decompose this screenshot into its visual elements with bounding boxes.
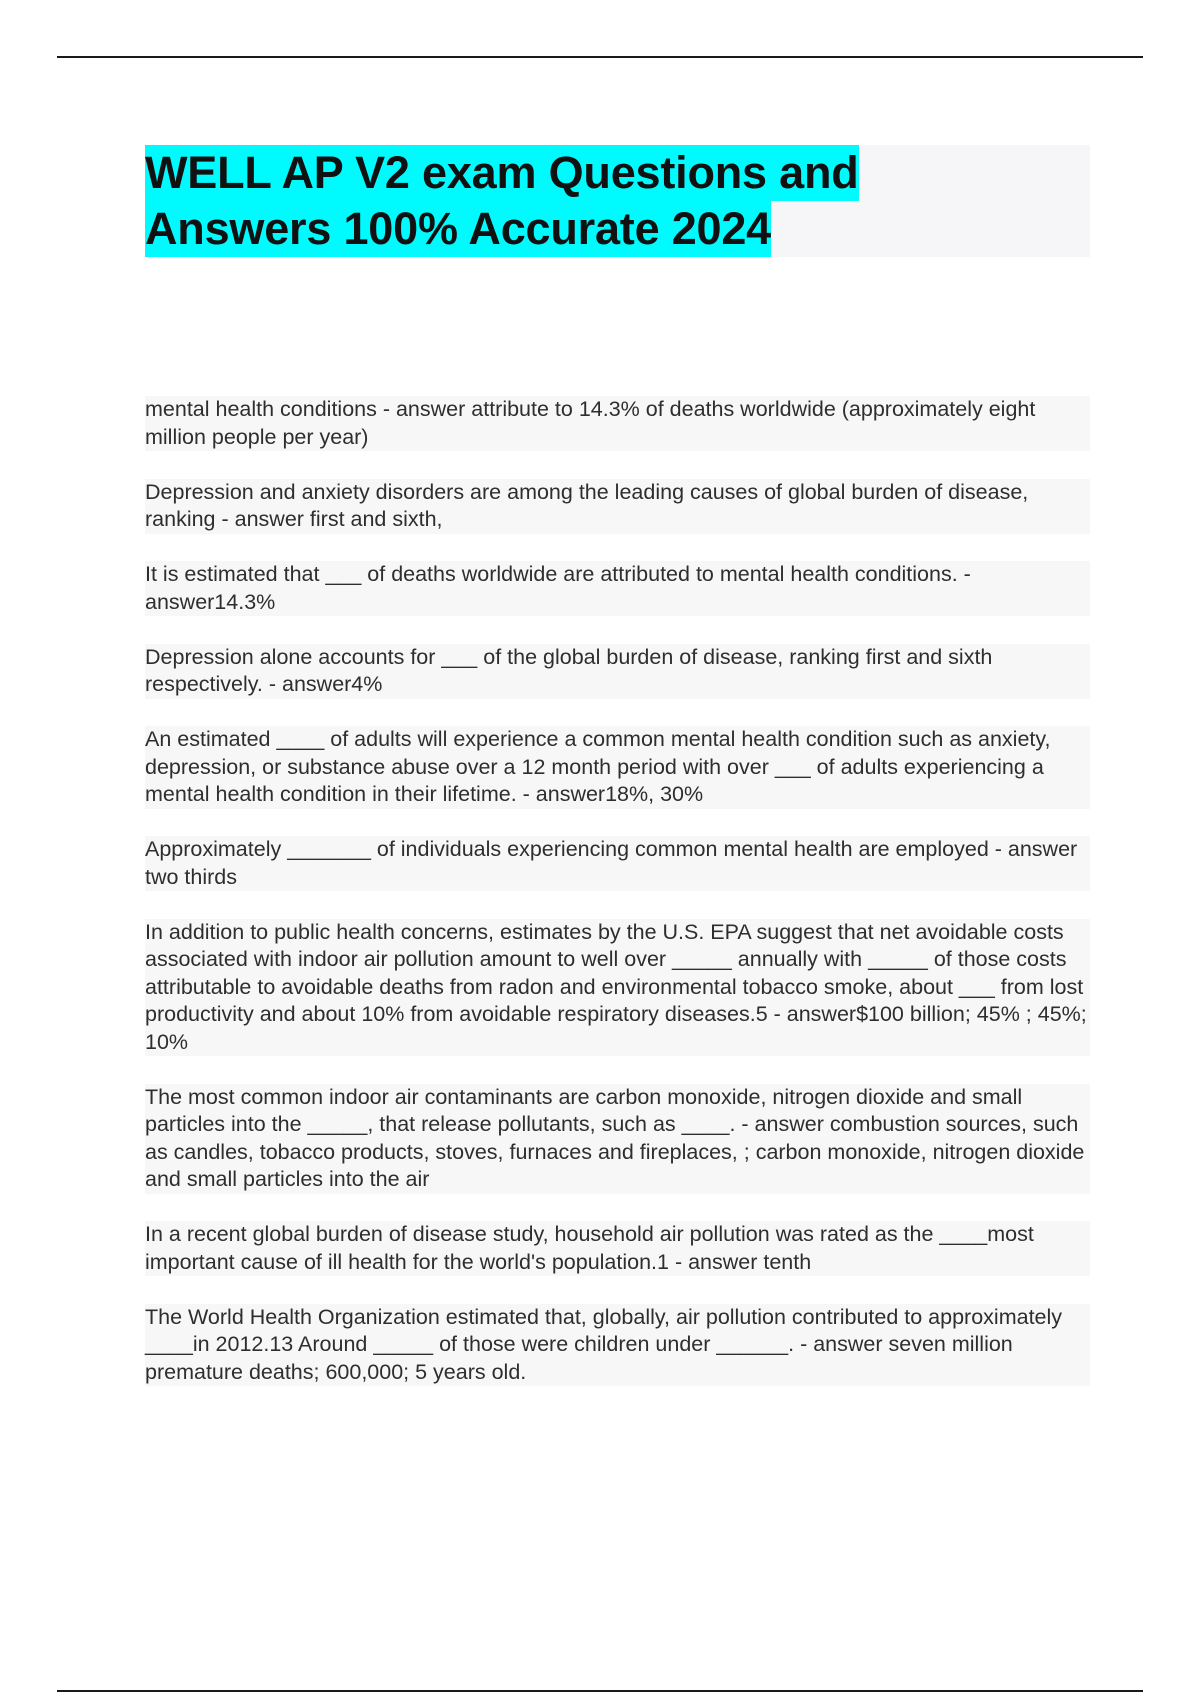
qa-item: The World Health Organization estimated that, globally, air pollution contributed to approximately ____in 2012.13 Around _____ of those were children under ______. - answer seven million premature deaths; 600,000; 5 years old. [145,1304,1090,1387]
title-block [145,145,1090,257]
qa-item: An estimated ____ of adults will experience a common mental health condition such as anxiety, depression, or substance abuse over a 12 month period with over ___ of adults experiencing a mental health condition in their lifetime. - answer18%, 30% [145,726,1090,809]
document-title-line-2: Answers 100% Accurate 2024 [145,201,771,257]
qa-list [145,396,1090,1414]
document-title-line-1: WELL AP V2 exam Questions and [145,145,859,201]
qa-item: Approximately _______ of individuals experiencing common mental health are employed - answer two thirds [145,836,1090,891]
bottom-rule [57,1690,1143,1692]
top-rule [57,56,1143,58]
qa-item: It is estimated that ___ of deaths worldwide are attributed to mental health conditions. - answer14.3% [145,561,1090,616]
qa-item: Depression and anxiety disorders are among the leading causes of global burden of disease, ranking - answer first and sixth, [145,479,1090,534]
document-title [145,145,1090,257]
qa-item: mental health conditions - answer attribute to 14.3% of deaths worldwide (approximately eight million people per year) [145,396,1090,451]
qa-item: Depression alone accounts for ___ of the global burden of disease, ranking first and sixth respectively. - answer4% [145,644,1090,699]
qa-item: In a recent global burden of disease study, household air pollution was rated as the ____most important cause of ill health for the world's population.1 - answer tenth [145,1221,1090,1276]
qa-item: In addition to public health concerns, estimates by the U.S. EPA suggest that net avoidable costs associated with indoor air pollution amount to well over _____ annually with _____ of those costs attributable to avoidable deaths from radon and environmental tobacco smoke, about ___ from lost productivity and about 10% from avoidable respiratory diseases.5 - answer$100 billion; 45% ; 45%; 10% [145,919,1090,1057]
qa-item: The most common indoor air contaminants are carbon monoxide, nitrogen dioxide and small particles into the _____, that release pollutants, such as ____. - answer combustion sources, such as candles, tobacco products, stoves, furnaces and fireplaces, ; carbon monoxide, nitrogen dioxide and small particles into the air [145,1084,1090,1194]
